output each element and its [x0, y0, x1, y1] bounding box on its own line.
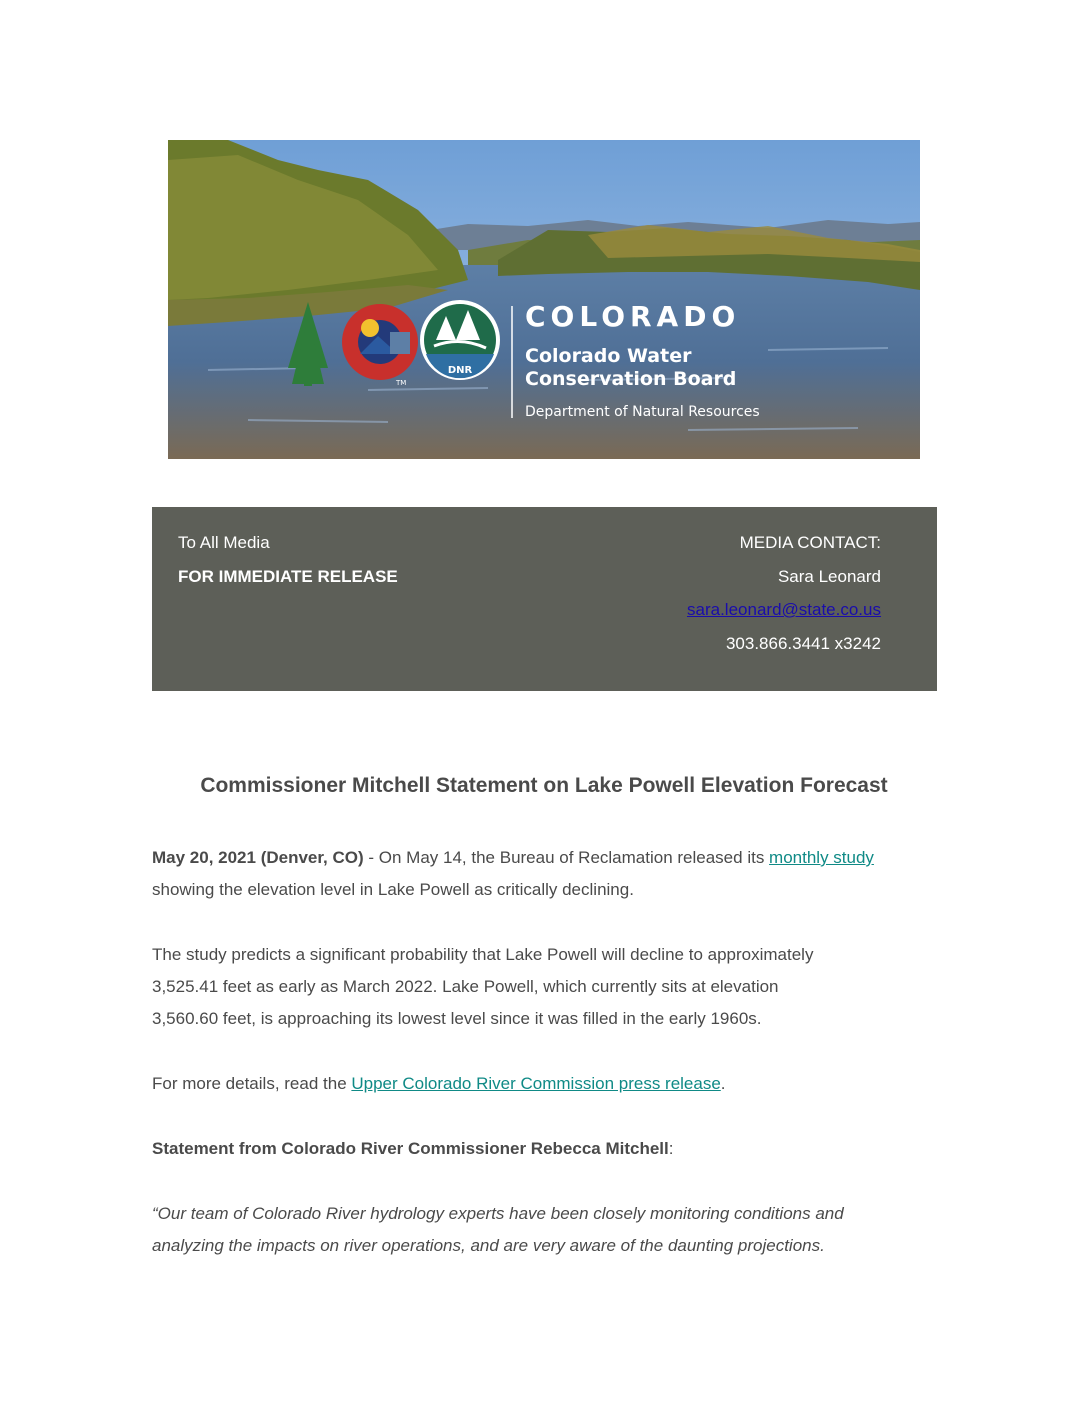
contact-email-link[interactable]: sara.leonard@state.co.us — [687, 600, 881, 619]
study-paragraph — [152, 939, 952, 1035]
ucrc-press-release-link[interactable]: Upper Colorado River Commission press release — [351, 1074, 721, 1093]
dateline: May 20, 2021 (Denver, CO) — [152, 848, 364, 867]
monthly-study-link[interactable]: monthly study — [769, 848, 874, 867]
org-name-line2: Conservation Board — [525, 368, 737, 390]
trademark-label: TM — [396, 379, 407, 387]
media-contact-label: MEDIA CONTACT: — [739, 533, 881, 552]
statement-heading — [152, 1133, 952, 1165]
header-banner-image — [168, 140, 920, 459]
colorado-wordmark: COLORADO — [525, 300, 741, 333]
page-title: Commissioner Mitchell Statement on Lake Powell Elevation Forecast — [200, 774, 888, 797]
contact-phone: 303.866.3441 x3242 — [725, 634, 881, 653]
intro-paragraph — [152, 842, 952, 906]
quote-line2: analyzing the impacts on river operations, and are very aware of the daunting projections. — [152, 1236, 825, 1255]
details-paragraph — [152, 1068, 952, 1100]
intro-text-line2: showing the elevation level in Lake Powell as critically declining. — [152, 880, 634, 899]
quote-paragraph — [152, 1198, 952, 1262]
study-line2: 3,525.41 feet as early as March 2022. Lake Powell, which currently sits at elevation — [152, 977, 779, 996]
to-all-media: To All Media — [178, 533, 270, 552]
statement-heading-colon: : — [668, 1139, 674, 1158]
org-name-line1: Colorado Water — [525, 345, 692, 367]
release-type: FOR IMMEDIATE RELEASE — [178, 567, 398, 586]
dnr-badge-logo — [420, 300, 500, 380]
study-line3: 3,560.60 feet, is approaching its lowest level since it was filled in the early 1960s. — [152, 1009, 762, 1028]
contact-name: Sara Leonard — [777, 567, 881, 586]
department-name: Department of Natural Resources — [525, 404, 760, 420]
quote-line1: “Our team of Colorado River hydrology experts have been closely monitoring conditions and — [152, 1204, 844, 1223]
dnr-label: DNR — [447, 365, 473, 376]
details-text: For more details, read the — [152, 1074, 352, 1093]
study-line1: The study predicts a significant probability that Lake Powell will decline to approximately — [152, 945, 814, 964]
details-period: . — [720, 1074, 726, 1093]
intro-text: - On May 14, the Bureau of Reclamation released its — [363, 848, 770, 867]
river-landscape-image — [168, 140, 920, 459]
statement-heading-bold: Statement from Colorado River Commissioner Rebecca Mitchell — [152, 1139, 669, 1158]
media-contact-box — [152, 507, 937, 691]
